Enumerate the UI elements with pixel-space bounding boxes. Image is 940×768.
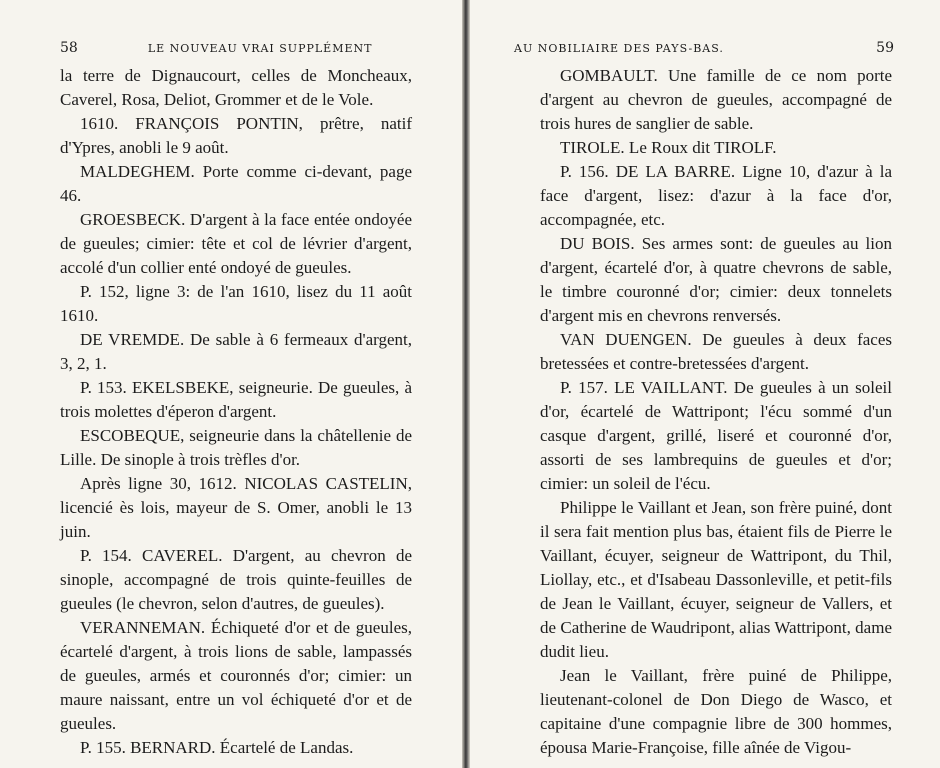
right-page-header — [514, 40, 894, 56]
left-running-head: LE NOUVEAU VRAI SUPPLÉMENT — [147, 42, 373, 55]
paragraph: P. 154. CAVEREL. D'argent, au chevron de sinople, accompagné de trois quinte-feuilles de gueules (le chevron, selon d'autres, de gueules). — [60, 546, 412, 613]
right-running-head: AU NOBILIAIRE DES PAYS-BAS. — [514, 42, 724, 55]
left-page-text — [60, 64, 412, 760]
paragraph: P. 155. BERNARD. Écartelé de Landas. — [80, 738, 354, 757]
paragraph: VAN DUENGEN. De gueules à deux faces bretessées et contre-bretessées d'argent. — [540, 330, 892, 373]
paragraph: Jean le Vaillant, frère puiné de Philippe, lieutenant-colonel de Don Diego de Wasco, et capitaine d'une compagnie libre de 300 hommes, épousa Marie-Françoise, fille aînée de Vigou- — [540, 666, 892, 757]
right-page — [470, 0, 940, 768]
paragraph: 1610. FRANÇOIS PONTIN, prêtre, natif d'Ypres, anobli le 9 août. — [60, 114, 412, 157]
paragraph: la terre de Dignaucourt, celles de Moncheaux, Caverel, Rosa, Deliot, Grommer et de le Vole. — [60, 66, 412, 109]
left-page-header — [60, 40, 420, 56]
paragraph: DE VREMDE. De sable à 6 fermeaux d'argent, 3, 2, 1. — [60, 330, 412, 373]
paragraph: GROESBECK. D'argent à la face entée ondoyée de gueules; cimier: tête et col de lévrier d'argent, accolé d'un collier enté ondoyé de gueules. — [60, 210, 412, 277]
paragraph: P. 156. DE LA BARRE. Ligne 10, d'azur à la face d'argent, lisez: d'azur à la face d'or, accompagnée, etc. — [540, 162, 892, 229]
paragraph: Après ligne 30, 1612. NICOLAS CASTELIN, licencié ès lois, mayeur de S. Omer, anobli le 13 juin. — [60, 474, 412, 541]
book-gutter — [462, 0, 470, 768]
paragraph: MALDEGHEM. Porte comme ci-devant, page 46. — [60, 162, 412, 205]
right-page-number: 59 — [876, 40, 894, 56]
right-page-text — [540, 64, 892, 760]
paragraph: P. 152, ligne 3: de l'an 1610, lisez du 11 août 1610. — [60, 282, 412, 325]
paragraph: P. 153. EKELSBEKE, seigneurie. De gueules, à trois molettes d'éperon d'argent. — [60, 378, 412, 421]
left-page — [0, 0, 462, 768]
paragraph: GOMBAULT. Une famille de ce nom porte d'argent au chevron de gueules, accompagné de trois hures de sanglier de sable. — [540, 66, 892, 133]
left-page-number: 58 — [60, 40, 78, 56]
paragraph: ESCOBEQUE, seigneurie dans la châtellenie de Lille. De sinople à trois trèfles d'or. — [60, 426, 412, 469]
paragraph: TIROLE. Le Roux dit TIROLF. — [560, 138, 777, 157]
paragraph: Philippe le Vaillant et Jean, son frère puiné, dont il sera fait mention plus bas, étaient fils de Pierre le Vaillant, écuyer, seigneur de Wattripont, du Thil, Liollay, etc., et d'Isabeau Dassonleville, et petit-fils de Jean le Vaillant, écuyer, seigneur de Vallers, et de Catherine de Waudripont, alias Wattripont, dame dudit lieu. — [540, 498, 892, 661]
paragraph: VERANNEMAN. Échiqueté d'or et de gueules, écartelé d'argent, à trois lions de sable, lampassés de gueules, armés et couronnés d'or; cimier: un maure naissant, entre un vol échiqueté d'or et de gueules. — [60, 618, 412, 733]
paragraph: DU BOIS. Ses armes sont: de gueules au lion d'argent, écartelé d'or, à quatre chevrons de sable, le timbre couronné d'or; cimier: deux tonnelets d'argent mis en chevrons renversés. — [540, 234, 892, 325]
paragraph: P. 157. LE VAILLANT. De gueules à un soleil d'or, écartelé de Wattripont; l'écu sommé d'un casque d'argent, grillé, liseré et couronné d'or, assorti de ses lambrequins de gueules et d'or; cimier: un soleil de l'écu. — [540, 378, 892, 493]
